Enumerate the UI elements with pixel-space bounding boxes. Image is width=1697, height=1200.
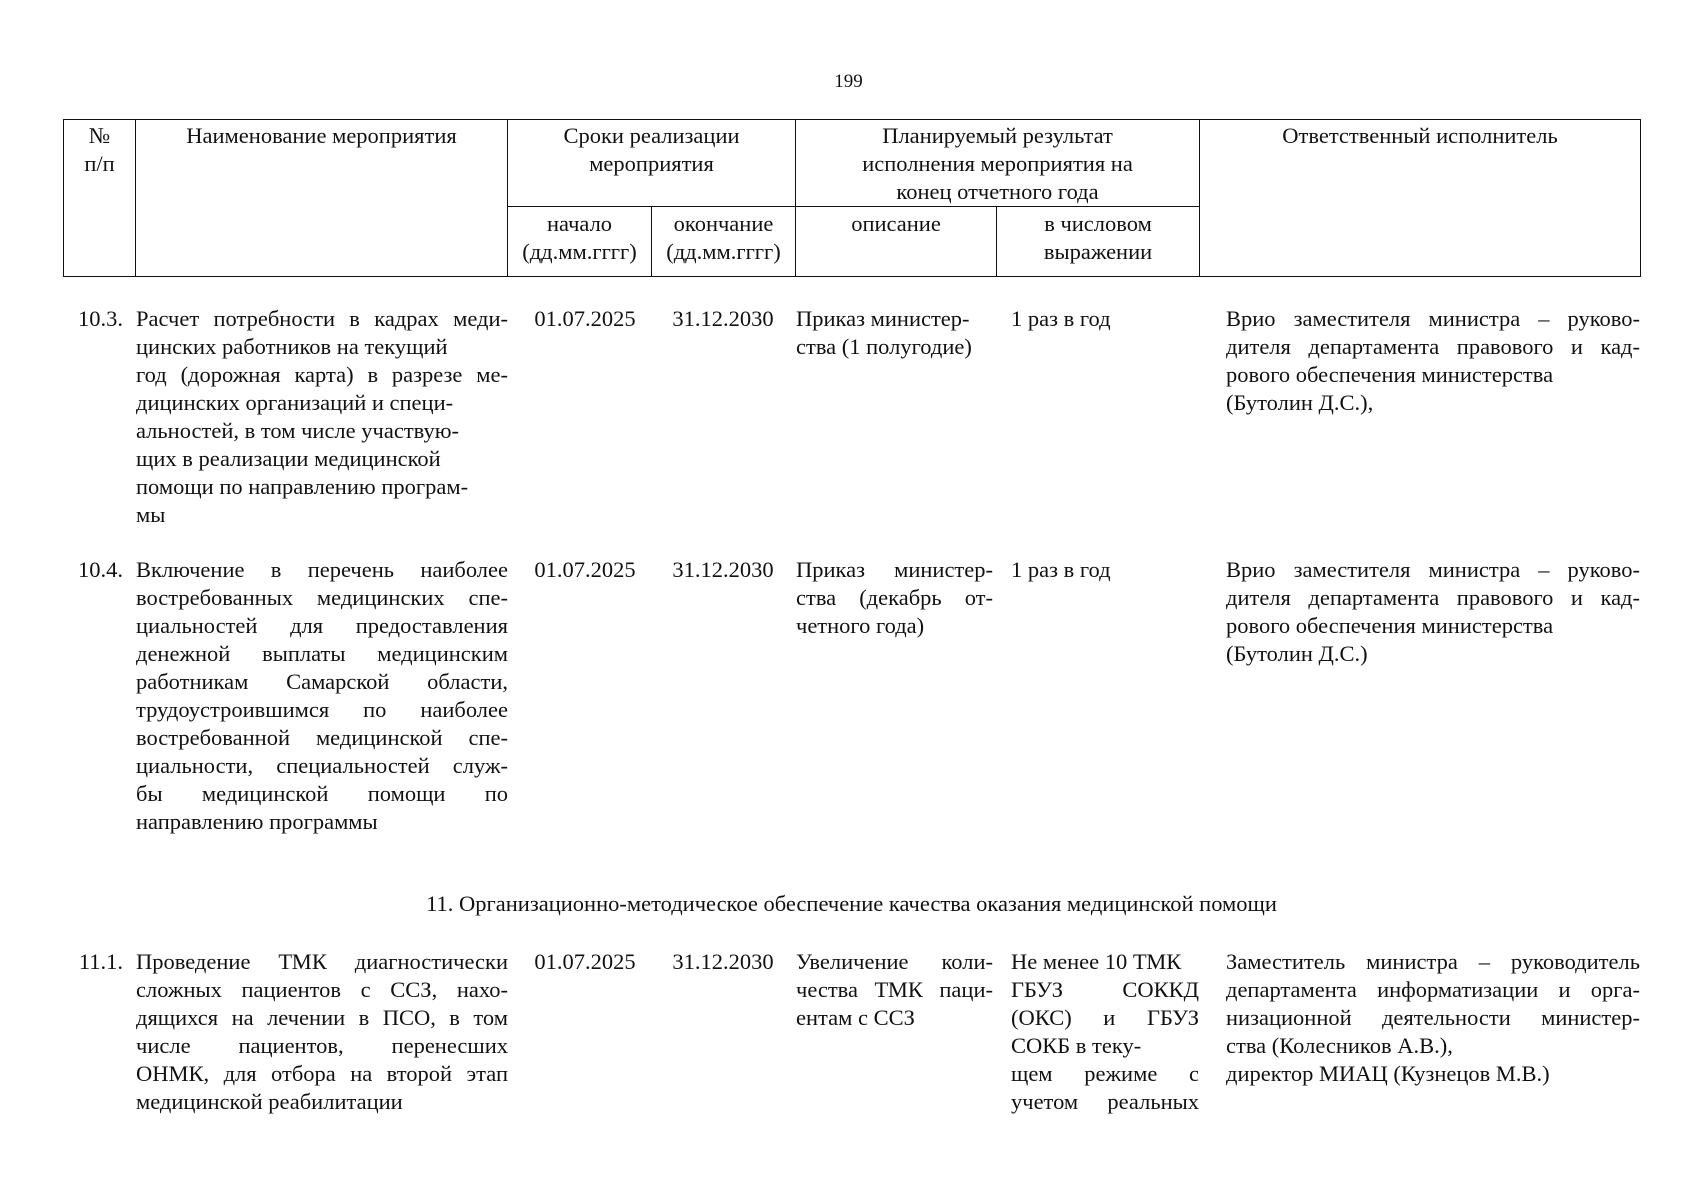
- section-title: 11. Организационно-методическое обеспечение качества оказания медицинской помощи: [426, 891, 1277, 916]
- row-number: 11.1.: [78, 949, 123, 974]
- row-start-date: 01.07.2025: [534, 949, 636, 974]
- header-desc: описание: [796, 207, 997, 277]
- row-start-date: 01.07.2025: [534, 306, 636, 331]
- row-description: Увеличение коли- чества ТМК паци- ентам с ССЗ: [796, 949, 993, 1030]
- row-description: Приказ министер- ства (1 полугодие): [796, 306, 972, 359]
- row-count: 1 раз в год: [1011, 306, 1111, 331]
- row-end-date: 31.12.2030: [672, 306, 774, 331]
- header-name: Наименование мероприятия: [136, 120, 508, 277]
- row-description: Приказ министер- ства (декабрь от- четного года): [796, 557, 993, 638]
- row-name: Проведение ТМК диагностически сложных пациентов с ССЗ, нахо- дящихся на лечении в ПСО, в том числе пациентов, перенесших ОНМК, для отбора на второй этап медицинской реабилитации: [136, 949, 508, 1114]
- row-number: 10.3.: [78, 306, 123, 331]
- header-num: № п/п: [64, 120, 136, 277]
- table-header: [63, 119, 1641, 277]
- header-responsible: Ответственный исполнитель: [1200, 120, 1641, 277]
- row-name: Включение в перечень наиболее востребованных медицинских спе- циальностей для предоставления денежной выплаты медицинским работникам Самарской области, трудоустроившимся по наиболее востребованной медицинской спе- циальности, специальностей служ- бы медицинской помощи по направлению программы: [136, 557, 508, 834]
- row-number: 10.4.: [78, 557, 123, 582]
- header-end: окончание (дд.мм.гггг): [652, 207, 796, 277]
- page-number: 199: [834, 71, 863, 92]
- row-count: Не менее 10 ТМК ГБУЗ СОККД (ОКС) и ГБУЗ СОКБ в теку- щем режиме с учетом реальных: [1011, 949, 1199, 1114]
- header-start: начало (дд.мм.гггг): [508, 207, 652, 277]
- header-count: в числовом выражении: [997, 207, 1200, 277]
- row-count: 1 раз в год: [1011, 557, 1111, 582]
- row-responsible: Врио заместителя министра – руково- дителя департамента правового и кад- рового обеспечения министерства (Бутолин Д.С.): [1226, 557, 1640, 666]
- row-responsible: Врио заместителя министра – руково- дителя департамента правового и кад- рового обеспечения министерства (Бутолин Д.С.),: [1226, 306, 1640, 415]
- row-name: Расчет потребности в кадрах меди- цинских работников на текущий год (дорожная карта) в разрезе ме- дицинских организаций и специ- альностей, в том числе участвую- щих в реализации медицинской помощи по направлению програм- мы: [136, 306, 508, 527]
- row-responsible: Заместитель министра – руководитель департамента информатизации и орга- низационной деятельности министер- ства (Колесников А.В.), директор МИАЦ (Кузнецов М.В.): [1226, 949, 1640, 1086]
- row-end-date: 31.12.2030: [672, 557, 774, 582]
- header-period: Сроки реализации мероприятия: [508, 120, 796, 207]
- header-result: Планируемый результат исполнения мероприятия на конец отчетного года: [796, 120, 1200, 207]
- row-start-date: 01.07.2025: [534, 557, 636, 582]
- row-end-date: 31.12.2030: [672, 949, 774, 974]
